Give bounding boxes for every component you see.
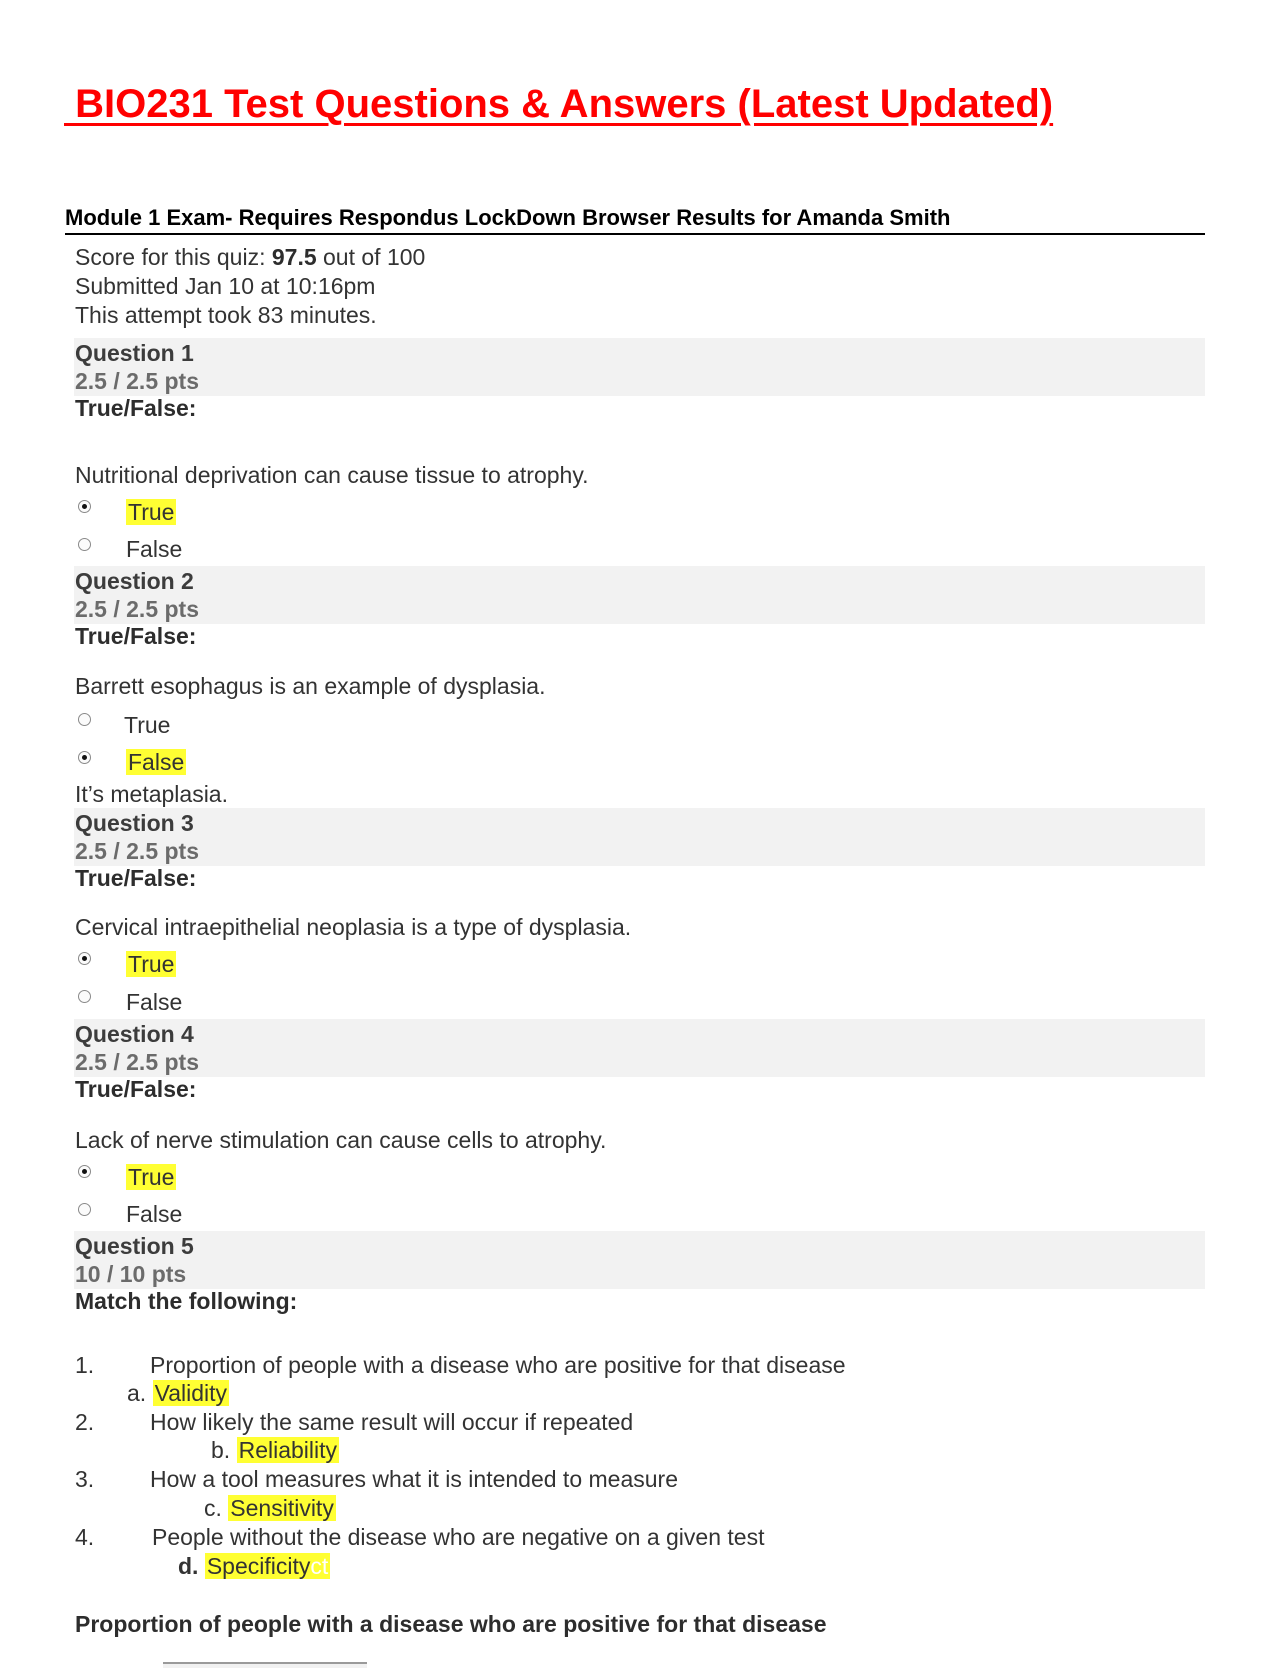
question-type: True/False: bbox=[75, 395, 197, 421]
answer-extra-text: ct bbox=[310, 1553, 329, 1579]
score-prefix: Score for this quiz: bbox=[75, 244, 272, 270]
answer-highlight: True bbox=[128, 499, 175, 525]
question-points: 10 / 10 pts bbox=[75, 1261, 187, 1287]
answer-highlight: True bbox=[128, 1164, 175, 1190]
radio-true[interactable] bbox=[78, 500, 91, 513]
question-header-band bbox=[74, 1019, 1205, 1077]
exam-heading: Module 1 Exam- Requires Respondus LockDown Browser Results for Amanda Smith bbox=[65, 205, 1205, 235]
radio-false[interactable] bbox=[78, 751, 91, 764]
answer-highlight: Sensitivity bbox=[230, 1495, 334, 1521]
question-title: Question 3 bbox=[75, 810, 194, 836]
match-answer-letter: c. bbox=[204, 1495, 229, 1521]
question-title: Question 2 bbox=[75, 568, 194, 594]
document-title: BIO231 Test Questions & Answers (Latest Updated) bbox=[64, 82, 1054, 126]
option-true[interactable] bbox=[126, 498, 176, 526]
option-false[interactable]: False bbox=[126, 1201, 183, 1227]
match-item-number: 4. bbox=[75, 1524, 95, 1550]
question-points: 2.5 / 2.5 pts bbox=[75, 838, 200, 864]
option-true[interactable]: True bbox=[124, 712, 171, 738]
option-false[interactable] bbox=[126, 748, 186, 776]
option-true[interactable] bbox=[126, 1163, 176, 1191]
match-answer-letter: d. bbox=[178, 1553, 205, 1579]
question-text: Barrett esophagus is an example of dysplasia. bbox=[75, 673, 546, 699]
question-type: True/False: bbox=[75, 865, 197, 891]
option-false[interactable]: False bbox=[126, 989, 183, 1015]
match-prompt: Proportion of people with a disease who are positive for that disease bbox=[75, 1611, 827, 1637]
question-header-band bbox=[74, 1231, 1205, 1289]
match-item-text: How a tool measures what it is intended to measure bbox=[150, 1466, 678, 1492]
question-type: True/False: bbox=[75, 1076, 197, 1102]
question-type: True/False: bbox=[75, 623, 197, 649]
score-suffix: out of 100 bbox=[316, 244, 426, 270]
match-item-text: Proportion of people with a disease who are positive for that disease bbox=[150, 1352, 846, 1378]
question-points: 2.5 / 2.5 pts bbox=[75, 596, 200, 622]
question-header-band bbox=[74, 808, 1205, 866]
option-true[interactable] bbox=[126, 950, 176, 978]
option-false[interactable]: False bbox=[126, 536, 183, 562]
question-header-band bbox=[74, 338, 1205, 396]
question-text: Cervical intraepithelial neoplasia is a type of dysplasia. bbox=[75, 914, 632, 940]
submitted-line: Submitted Jan 10 at 10:16pm bbox=[75, 273, 376, 299]
answer-highlight: True bbox=[128, 951, 175, 977]
answer-highlight bbox=[205, 1553, 330, 1579]
radio-false[interactable] bbox=[78, 990, 91, 1003]
duration-line: This attempt took 83 minutes. bbox=[75, 302, 377, 328]
answer-dropdown[interactable] bbox=[163, 1662, 367, 1668]
radio-false[interactable] bbox=[78, 538, 91, 551]
question-title: Question 1 bbox=[75, 340, 194, 366]
match-answer-letter: a. bbox=[127, 1380, 153, 1406]
question-text: Lack of nerve stimulation can cause cells to atrophy. bbox=[75, 1127, 607, 1153]
match-item-number: 2. bbox=[75, 1409, 95, 1435]
match-answer-letter: b. bbox=[211, 1437, 237, 1463]
question-points: 2.5 / 2.5 pts bbox=[75, 368, 200, 394]
match-answer bbox=[178, 1552, 330, 1580]
question-points: 2.5 / 2.5 pts bbox=[75, 1049, 200, 1075]
radio-true[interactable] bbox=[78, 713, 91, 726]
answer-comment: It’s metaplasia. bbox=[75, 781, 228, 807]
match-item-text: People without the disease who are negative on a given test bbox=[152, 1524, 765, 1550]
match-item-text: How likely the same result will occur if repeated bbox=[150, 1409, 634, 1435]
match-answer bbox=[127, 1379, 229, 1407]
match-answer bbox=[211, 1436, 339, 1464]
match-item-number: 1. bbox=[75, 1352, 95, 1378]
answer-highlight: False bbox=[128, 749, 185, 775]
question-header-band bbox=[74, 566, 1205, 624]
question-text: Nutritional deprivation can cause tissue to atrophy. bbox=[75, 462, 589, 488]
answer-highlight: Validity bbox=[154, 1380, 228, 1406]
match-answer bbox=[204, 1494, 336, 1522]
answer-text: Specificity bbox=[206, 1553, 311, 1579]
radio-true[interactable] bbox=[78, 952, 91, 965]
score-line bbox=[75, 243, 425, 272]
score-value: 97.5 bbox=[271, 244, 317, 270]
question-title: Question 4 bbox=[75, 1021, 194, 1047]
question-type: Match the following: bbox=[75, 1288, 298, 1314]
answer-highlight: Reliability bbox=[238, 1437, 338, 1463]
question-title: Question 5 bbox=[75, 1233, 194, 1259]
radio-false[interactable] bbox=[78, 1203, 91, 1216]
radio-true[interactable] bbox=[78, 1165, 91, 1178]
match-item-number: 3. bbox=[75, 1466, 95, 1492]
quiz-summary bbox=[75, 243, 425, 330]
